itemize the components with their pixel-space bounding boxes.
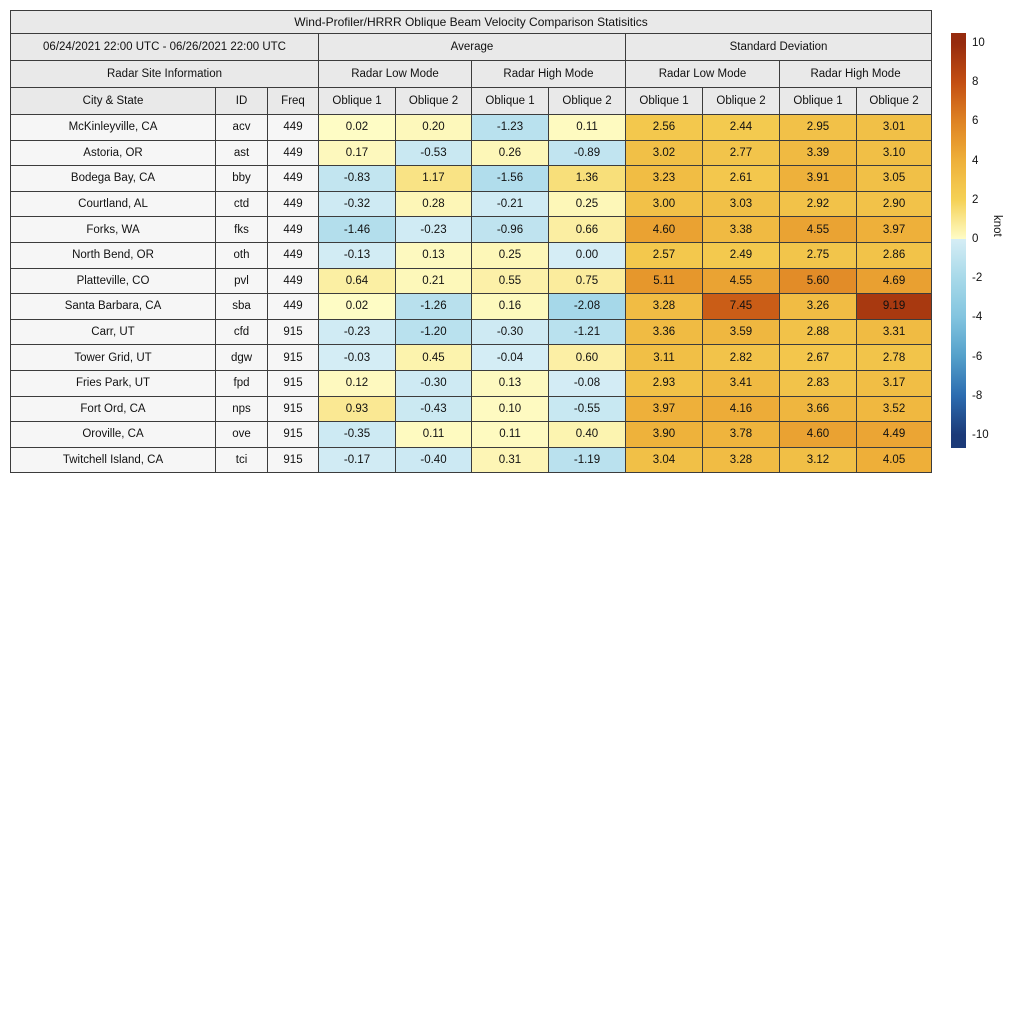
average-group-header: Average — [319, 34, 626, 61]
value-cell: 0.10 — [472, 396, 549, 422]
col-header-freq: Freq — [268, 88, 319, 115]
value-cell: 2.56 — [626, 115, 703, 141]
value-cell: 2.93 — [626, 370, 703, 396]
site-id-cell: dgw — [216, 345, 268, 371]
table-row — [11, 242, 932, 268]
value-cell: 2.77 — [703, 140, 780, 166]
value-cell: 0.75 — [549, 268, 626, 294]
value-cell: -0.17 — [319, 447, 396, 473]
value-cell: 3.78 — [703, 422, 780, 448]
freq-cell: 449 — [268, 140, 319, 166]
value-cell: 0.17 — [319, 140, 396, 166]
value-cell: 3.01 — [857, 115, 932, 141]
city-cell: Twitchell Island, CA — [11, 447, 216, 473]
col-header-oblique: Oblique 2 — [857, 88, 932, 115]
value-cell: 0.20 — [396, 115, 472, 141]
value-cell: 4.49 — [857, 422, 932, 448]
value-cell: 0.02 — [319, 294, 396, 320]
col-header-id: ID — [216, 88, 268, 115]
colorbar-tick-label: 6 — [972, 115, 979, 128]
value-cell: 2.78 — [857, 345, 932, 371]
value-cell: 0.40 — [549, 422, 626, 448]
table-row — [11, 396, 932, 422]
site-id-cell: bby — [216, 166, 268, 192]
colorbar-tick-label: 8 — [972, 76, 979, 89]
freq-cell: 449 — [268, 294, 319, 320]
value-cell: 2.82 — [703, 345, 780, 371]
value-cell: 5.11 — [626, 268, 703, 294]
freq-cell: 915 — [268, 396, 319, 422]
table-row — [11, 447, 932, 473]
mode-header-row — [11, 61, 932, 88]
value-cell: 0.66 — [549, 217, 626, 243]
value-cell: -2.08 — [549, 294, 626, 320]
city-cell: Fort Ord, CA — [11, 396, 216, 422]
site-id-cell: ctd — [216, 191, 268, 217]
freq-cell: 449 — [268, 166, 319, 192]
value-cell: 2.90 — [857, 191, 932, 217]
table-row — [11, 140, 932, 166]
freq-cell: 915 — [268, 345, 319, 371]
value-cell: 3.39 — [780, 140, 857, 166]
value-cell: -0.32 — [319, 191, 396, 217]
value-cell: -1.46 — [319, 217, 396, 243]
value-cell: 2.44 — [703, 115, 780, 141]
colorbar-tick-label: -10 — [972, 429, 989, 441]
city-cell: Forks, WA — [11, 217, 216, 243]
value-cell: 3.97 — [857, 217, 932, 243]
value-cell: 0.55 — [472, 268, 549, 294]
city-cell: McKinleyville, CA — [11, 115, 216, 141]
value-cell: 0.25 — [549, 191, 626, 217]
value-cell: 2.75 — [780, 242, 857, 268]
value-cell: 2.86 — [857, 242, 932, 268]
city-cell: Platteville, CO — [11, 268, 216, 294]
city-cell: Santa Barbara, CA — [11, 294, 216, 320]
value-cell: 9.19 — [857, 294, 932, 320]
value-cell: 4.55 — [703, 268, 780, 294]
table-row — [11, 319, 932, 345]
site-id-cell: oth — [216, 242, 268, 268]
value-cell: -1.21 — [549, 319, 626, 345]
city-cell: Tower Grid, UT — [11, 345, 216, 371]
city-cell: Carr, UT — [11, 319, 216, 345]
colorbar-tick-label: -6 — [972, 350, 983, 363]
col-header-oblique: Oblique 1 — [472, 88, 549, 115]
value-cell: 3.41 — [703, 370, 780, 396]
value-cell: 0.13 — [396, 242, 472, 268]
colorbar-tick-label: 10 — [972, 37, 985, 49]
col-header-oblique: Oblique 2 — [549, 88, 626, 115]
value-cell: 4.05 — [857, 447, 932, 473]
value-cell: 0.12 — [319, 370, 396, 396]
value-cell: 4.55 — [780, 217, 857, 243]
value-cell: -0.03 — [319, 345, 396, 371]
value-cell: -0.89 — [549, 140, 626, 166]
value-cell: 2.49 — [703, 242, 780, 268]
value-cell: 2.92 — [780, 191, 857, 217]
freq-cell: 915 — [268, 422, 319, 448]
value-cell: 3.11 — [626, 345, 703, 371]
value-cell: 3.97 — [626, 396, 703, 422]
value-cell: 0.11 — [472, 422, 549, 448]
value-cell: 4.60 — [626, 217, 703, 243]
table-row — [11, 166, 932, 192]
value-cell: -0.53 — [396, 140, 472, 166]
table-row — [11, 191, 932, 217]
value-cell: -0.23 — [396, 217, 472, 243]
value-cell: 2.61 — [703, 166, 780, 192]
table-body — [11, 115, 932, 473]
col-header-city: City & State — [11, 88, 216, 115]
title-row — [11, 11, 932, 34]
value-cell: 0.28 — [396, 191, 472, 217]
site-id-cell: tci — [216, 447, 268, 473]
value-cell: -0.04 — [472, 345, 549, 371]
value-cell: 2.88 — [780, 319, 857, 345]
value-cell: 3.05 — [857, 166, 932, 192]
table-row — [11, 422, 932, 448]
value-cell: -1.26 — [396, 294, 472, 320]
value-cell: 3.12 — [780, 447, 857, 473]
std-high-mode-header: Radar High Mode — [780, 61, 932, 88]
table-title: Wind-Profiler/HRRR Oblique Beam Velocity Comparison Statisitics — [11, 11, 932, 34]
value-cell: -0.08 — [549, 370, 626, 396]
site-id-cell: fpd — [216, 370, 268, 396]
value-cell: 3.38 — [703, 217, 780, 243]
value-cell: 3.59 — [703, 319, 780, 345]
site-id-cell: fks — [216, 217, 268, 243]
value-cell: 0.02 — [319, 115, 396, 141]
colorbar-unit-label: knot — [991, 215, 1003, 237]
value-cell: 3.28 — [703, 447, 780, 473]
column-header-row — [11, 88, 932, 115]
value-cell: -0.30 — [472, 319, 549, 345]
col-header-oblique: Oblique 1 — [319, 88, 396, 115]
table-row — [11, 217, 932, 243]
value-cell: 3.31 — [857, 319, 932, 345]
col-header-oblique: Oblique 1 — [780, 88, 857, 115]
site-id-cell: cfd — [216, 319, 268, 345]
stddev-group-header: Standard Deviation — [626, 34, 932, 61]
value-cell: 1.17 — [396, 166, 472, 192]
freq-cell: 449 — [268, 217, 319, 243]
table-row — [11, 115, 932, 141]
value-cell: 3.23 — [626, 166, 703, 192]
value-cell: 5.60 — [780, 268, 857, 294]
avg-low-mode-header: Radar Low Mode — [319, 61, 472, 88]
value-cell: 0.00 — [549, 242, 626, 268]
value-cell: -1.20 — [396, 319, 472, 345]
value-cell: 0.11 — [549, 115, 626, 141]
site-id-cell: sba — [216, 294, 268, 320]
value-cell: 3.04 — [626, 447, 703, 473]
city-cell: Courtland, AL — [11, 191, 216, 217]
freq-cell: 449 — [268, 191, 319, 217]
table-row — [11, 294, 932, 320]
value-cell: 3.26 — [780, 294, 857, 320]
colorbar-tick-label: -4 — [972, 311, 983, 324]
value-cell: 0.45 — [396, 345, 472, 371]
value-cell: 0.93 — [319, 396, 396, 422]
site-id-cell: nps — [216, 396, 268, 422]
value-cell: 0.26 — [472, 140, 549, 166]
value-cell: -0.23 — [319, 319, 396, 345]
table-row — [11, 345, 932, 371]
value-cell: -0.55 — [549, 396, 626, 422]
value-cell: -1.19 — [549, 447, 626, 473]
value-cell: 3.00 — [626, 191, 703, 217]
value-cell: 3.03 — [703, 191, 780, 217]
table-row — [11, 268, 932, 294]
value-cell: 3.17 — [857, 370, 932, 396]
col-header-oblique: Oblique 2 — [396, 88, 472, 115]
site-id-cell: acv — [216, 115, 268, 141]
colorbar — [951, 33, 1024, 463]
date-range-header: 06/24/2021 22:00 UTC - 06/26/2021 22:00 UTC — [11, 34, 319, 61]
value-cell: 3.36 — [626, 319, 703, 345]
value-cell: 7.45 — [703, 294, 780, 320]
value-cell: 2.57 — [626, 242, 703, 268]
value-cell: -0.43 — [396, 396, 472, 422]
city-cell: Astoria, OR — [11, 140, 216, 166]
value-cell: 2.95 — [780, 115, 857, 141]
freq-cell: 915 — [268, 370, 319, 396]
freq-cell: 449 — [268, 268, 319, 294]
value-cell: 3.52 — [857, 396, 932, 422]
value-cell: 0.64 — [319, 268, 396, 294]
site-id-cell: pvl — [216, 268, 268, 294]
colorbar-tick-label: -2 — [972, 272, 983, 285]
std-low-mode-header: Radar Low Mode — [626, 61, 780, 88]
value-cell: 3.90 — [626, 422, 703, 448]
value-cell: -0.13 — [319, 242, 396, 268]
table-row — [11, 370, 932, 396]
value-cell: 0.21 — [396, 268, 472, 294]
city-cell: Fries Park, UT — [11, 370, 216, 396]
freq-cell: 449 — [268, 115, 319, 141]
site-id-cell: ast — [216, 140, 268, 166]
colorbar-tick-label: 0 — [972, 233, 979, 245]
freq-cell: 915 — [268, 319, 319, 345]
colorbar-gradient — [951, 33, 966, 448]
colorbar-tick-label: 2 — [972, 193, 979, 206]
freq-cell: 449 — [268, 242, 319, 268]
value-cell: 3.91 — [780, 166, 857, 192]
value-cell: 3.10 — [857, 140, 932, 166]
value-cell: 2.83 — [780, 370, 857, 396]
site-id-cell: ove — [216, 422, 268, 448]
value-cell: -0.30 — [396, 370, 472, 396]
value-cell: -0.21 — [472, 191, 549, 217]
value-cell: 0.11 — [396, 422, 472, 448]
value-cell: 0.60 — [549, 345, 626, 371]
value-cell: -0.40 — [396, 447, 472, 473]
value-cell: 3.28 — [626, 294, 703, 320]
colorbar-tick-label: 4 — [972, 154, 979, 167]
city-cell: Oroville, CA — [11, 422, 216, 448]
value-cell: 4.60 — [780, 422, 857, 448]
value-cell: -0.35 — [319, 422, 396, 448]
city-cell: North Bend, OR — [11, 242, 216, 268]
col-header-oblique: Oblique 2 — [703, 88, 780, 115]
value-cell: -1.56 — [472, 166, 549, 192]
avg-high-mode-header: Radar High Mode — [472, 61, 626, 88]
colorbar-tick-label: -8 — [972, 389, 983, 402]
value-cell: 2.67 — [780, 345, 857, 371]
value-cell: 0.31 — [472, 447, 549, 473]
value-cell: -0.96 — [472, 217, 549, 243]
site-info-header: Radar Site Information — [11, 61, 319, 88]
freq-cell: 915 — [268, 447, 319, 473]
value-cell: -0.83 — [319, 166, 396, 192]
stats-table — [10, 10, 932, 473]
value-cell: 1.36 — [549, 166, 626, 192]
value-cell: 0.16 — [472, 294, 549, 320]
value-cell: -1.23 — [472, 115, 549, 141]
value-cell: 4.16 — [703, 396, 780, 422]
value-cell: 0.13 — [472, 370, 549, 396]
value-cell: 3.66 — [780, 396, 857, 422]
group-header-row — [11, 34, 932, 61]
col-header-oblique: Oblique 1 — [626, 88, 703, 115]
city-cell: Bodega Bay, CA — [11, 166, 216, 192]
value-cell: 3.02 — [626, 140, 703, 166]
value-cell: 4.69 — [857, 268, 932, 294]
value-cell: 0.25 — [472, 242, 549, 268]
